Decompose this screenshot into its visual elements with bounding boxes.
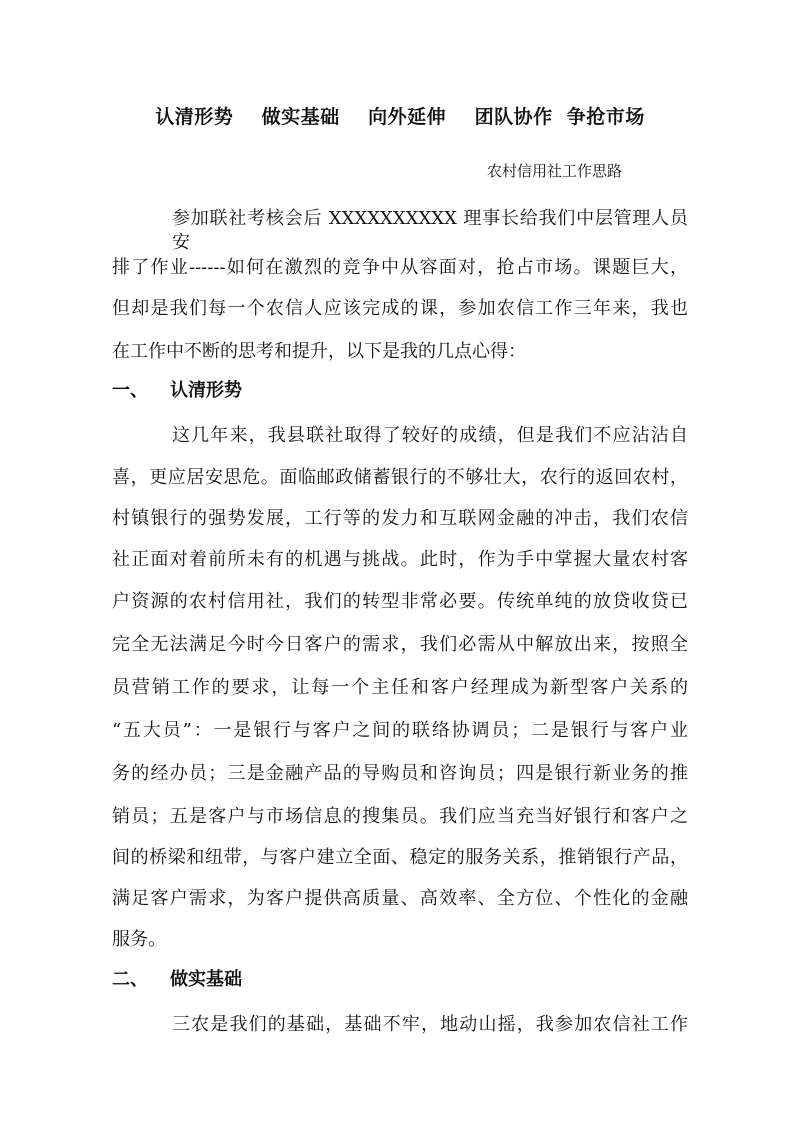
paragraph-line: 喜，更应居安思危。面临邮政储蓄银行的不够壮大，农行的返回农村，: [112, 467, 688, 488]
section-number: 一、: [112, 380, 148, 401]
paragraph-line: “五大员”：一是银行与客户之间的联络协调员；二是银行与客户业: [112, 720, 688, 741]
paragraph-line: 满足客户需求，为客户提供高质量、高效率、全方位、个性化的金融: [112, 888, 688, 909]
document-title: 认清形势 做实基础 向外延伸 团队协作 争抢市场: [155, 106, 645, 128]
paragraph-line: 服务。: [112, 929, 166, 950]
section-heading-1: [112, 379, 242, 403]
paragraph-line: 社正面对着前所未有的机遇与挑战。此时，作为手中掌握大量农村客: [112, 549, 688, 570]
paragraph-line: 三农是我们的基础，基础不牢，地动山摇，我参加农信社工作: [172, 1014, 688, 1035]
document-subtitle: 农村信用社工作思路: [487, 162, 623, 180]
paragraph-line: 间的桥梁和纽带，与客户建立全面、稳定的服务关系，推销银行产品，: [112, 847, 688, 868]
paragraph-line: 务的经办员；三是金融产品的导购员和咨询员；四是银行新业务的推: [112, 763, 688, 784]
paragraph-line: 完全无法满足今时今日客户的需求，我们必需从中解放出来，按照全: [112, 634, 688, 655]
paragraph-line: 在工作中不断的思考和提升，以下是我的几点心得：: [112, 341, 526, 362]
paragraph-line: 户资源的农村信用社，我们的转型非常必要。传统单纯的放贷收贷已: [112, 591, 688, 612]
paragraph-line: 员营销工作的要求，让每一个主任和客户经理成为新型客户关系的: [112, 677, 688, 698]
paragraph-line: 但却是我们每一个农信人应该完成的课，参加农信工作三年来，我也: [112, 298, 688, 319]
paragraph-line: 参加联社考核会后 XXXXXXXXXX 理事长给我们中层管理人员安: [172, 208, 688, 253]
paragraph-line: 销员；五是客户与市场信息的搜集员。我们应当充当好银行和客户之: [112, 806, 688, 827]
section-number: 二、: [112, 969, 148, 990]
section-heading-2: [112, 968, 242, 992]
paragraph-line: 村镇银行的强势发展，工行等的发力和互联网金融的冲击，我们农信: [112, 508, 688, 529]
section-title: 做实基础: [170, 969, 242, 990]
paragraph-line: 这几年来，我县联社取得了较好的成绩，但是我们不应沾沾自: [172, 425, 688, 446]
paragraph-line: 排了作业------如何在激烈的竞争中从容面对，抢占市场。课题巨大，: [112, 257, 688, 278]
section-title: 认清形势: [170, 380, 242, 401]
